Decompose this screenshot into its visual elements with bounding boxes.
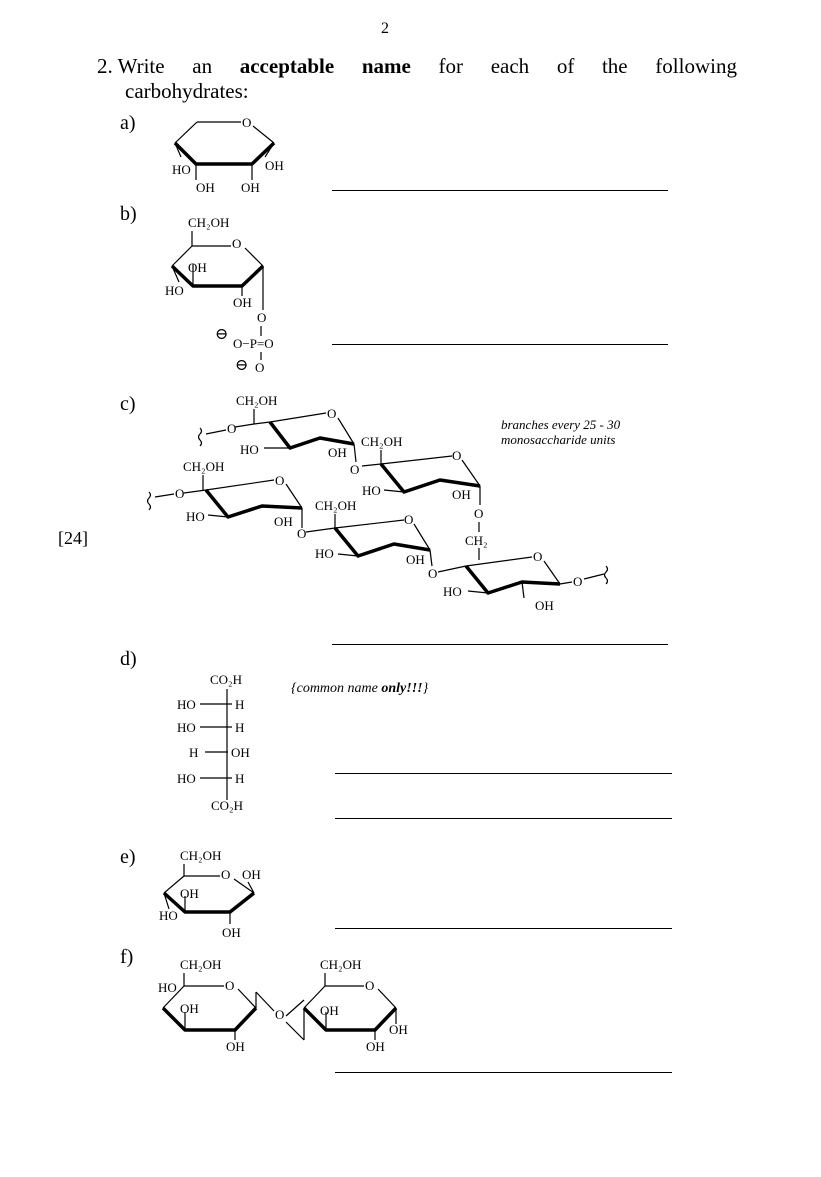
hydroxyl-label: HO (186, 509, 205, 524)
hydroxyl-label: OH (242, 867, 261, 882)
hydrogen-label: H (235, 720, 245, 735)
structure-b (165, 215, 274, 375)
question-word: of (556, 54, 575, 78)
question-word-bold: acceptable (239, 54, 335, 78)
ch2oh-label: CH₂OH (188, 215, 230, 230)
hydroxyl-label: HO (177, 771, 196, 786)
hydroxyl-label: HO (443, 584, 462, 599)
ch2oh-label: CH₂OH (180, 957, 222, 972)
part-d-label: d) (120, 648, 137, 670)
ch2oh-label: CH₂OH (315, 498, 357, 513)
page-number: 2 (381, 20, 389, 37)
hydroxyl-label: OH (328, 445, 347, 460)
part-c-note: branches every 25 - 30 monosaccharide units (501, 417, 621, 447)
hydroxyl-label: HO (177, 697, 196, 712)
part-b-label: b) (120, 203, 137, 225)
question-word: an (192, 54, 213, 78)
part-a-label: a) (120, 112, 136, 134)
hydroxyl-label: HO (240, 442, 259, 457)
hydroxyl-label: OH (222, 925, 241, 940)
part-f-label: f) (120, 946, 134, 968)
hydrogen-label: H (235, 771, 245, 786)
hydrogen-label: H (189, 745, 199, 760)
hydroxyl-label: OH (180, 886, 199, 901)
structure-e (159, 848, 261, 940)
ch2oh-label: CH₂OH (183, 459, 225, 474)
hydroxyl-label: OH (535, 598, 554, 613)
part-e-label: e) (120, 846, 136, 868)
structure-d (177, 672, 250, 813)
negative-charge-icon: ⊖ (235, 357, 249, 374)
carboxyl-label: CO₂H (210, 672, 242, 687)
question-line-2: carbohydrates: (125, 79, 249, 103)
glycosidic-oxygen: O (350, 462, 360, 477)
hydroxyl-label: OH (233, 295, 252, 310)
hydroxyl-label: OH (188, 260, 207, 275)
hydroxyl-label: OH (180, 1001, 199, 1016)
structure-c (148, 393, 608, 613)
hydrogen-label: H (235, 697, 245, 712)
glycosidic-oxygen: O (573, 574, 583, 589)
hydroxyl-label: OH (452, 487, 471, 502)
hydroxyl-label: HO (159, 908, 178, 923)
hydroxyl-label: OH (231, 745, 250, 760)
question-number-word: 2. Write (97, 54, 165, 78)
ring-oxygen: O (327, 406, 337, 421)
glycosidic-oxygen: O (227, 421, 237, 436)
hydroxyl-label: HO (315, 546, 334, 561)
negative-charge-icon: ⊖ (215, 326, 229, 343)
hydroxyl-label: HO (165, 283, 184, 298)
marks-total: [24] (58, 528, 88, 548)
hydroxyl-label: OH (274, 514, 293, 529)
ring-oxygen: O (365, 978, 375, 993)
hydroxyl-label: OH (320, 1003, 339, 1018)
glycosidic-oxygen: O (297, 526, 307, 541)
question-word: for (438, 54, 464, 78)
question-word-bold: name (361, 54, 411, 78)
ch2oh-label: CH₂OH (361, 434, 403, 449)
hydroxyl-label: OH (241, 180, 260, 195)
structure-f (158, 957, 408, 1054)
ring-oxygen: O (242, 115, 252, 130)
hydroxyl-label: OH (389, 1022, 408, 1037)
glycosidic-oxygen: O (175, 486, 185, 501)
ring-oxygen: O (275, 473, 285, 488)
ring-oxygen: O (221, 867, 231, 882)
hydroxyl-label: OH (265, 158, 284, 173)
ring-oxygen: O (533, 549, 543, 564)
phosphate-line: O−P=O (233, 336, 274, 351)
part-c-label: c) (120, 393, 136, 415)
ch2oh-label: CH₂OH (180, 848, 222, 863)
hydroxyl-label: HO (158, 980, 177, 995)
hydroxyl-label: OH (196, 180, 215, 195)
hydroxyl-label: HO (172, 162, 191, 177)
ring-oxygen: O (232, 236, 242, 251)
hydroxyl-label: HO (177, 720, 196, 735)
ring-oxygen: O (452, 448, 462, 463)
carboxyl-label: CO₂H (211, 798, 243, 813)
glycosidic-oxygen: O (275, 1007, 285, 1022)
linking-oxygen: O (474, 506, 484, 521)
question-word: the (601, 54, 628, 78)
phosphate-oxygen: O (257, 310, 267, 325)
phosphate-oxygen: O (255, 360, 265, 375)
ch2oh-label: CH₂OH (236, 393, 278, 408)
ring-oxygen: O (225, 978, 235, 993)
question-word: following (655, 54, 737, 78)
ring-oxygen: O (404, 512, 414, 527)
glycosidic-oxygen: O (428, 566, 438, 581)
structure-a (172, 115, 284, 195)
hydroxyl-label: OH (366, 1039, 385, 1054)
hydroxyl-label: HO (362, 483, 381, 498)
ch2oh-label: CH₂OH (320, 957, 362, 972)
ch2-label: CH₂ (465, 533, 488, 548)
hydroxyl-label: OH (406, 552, 425, 567)
hydroxyl-label: OH (226, 1039, 245, 1054)
question-word: each (490, 54, 530, 78)
part-d-note: {common name only!!!} (291, 681, 429, 696)
